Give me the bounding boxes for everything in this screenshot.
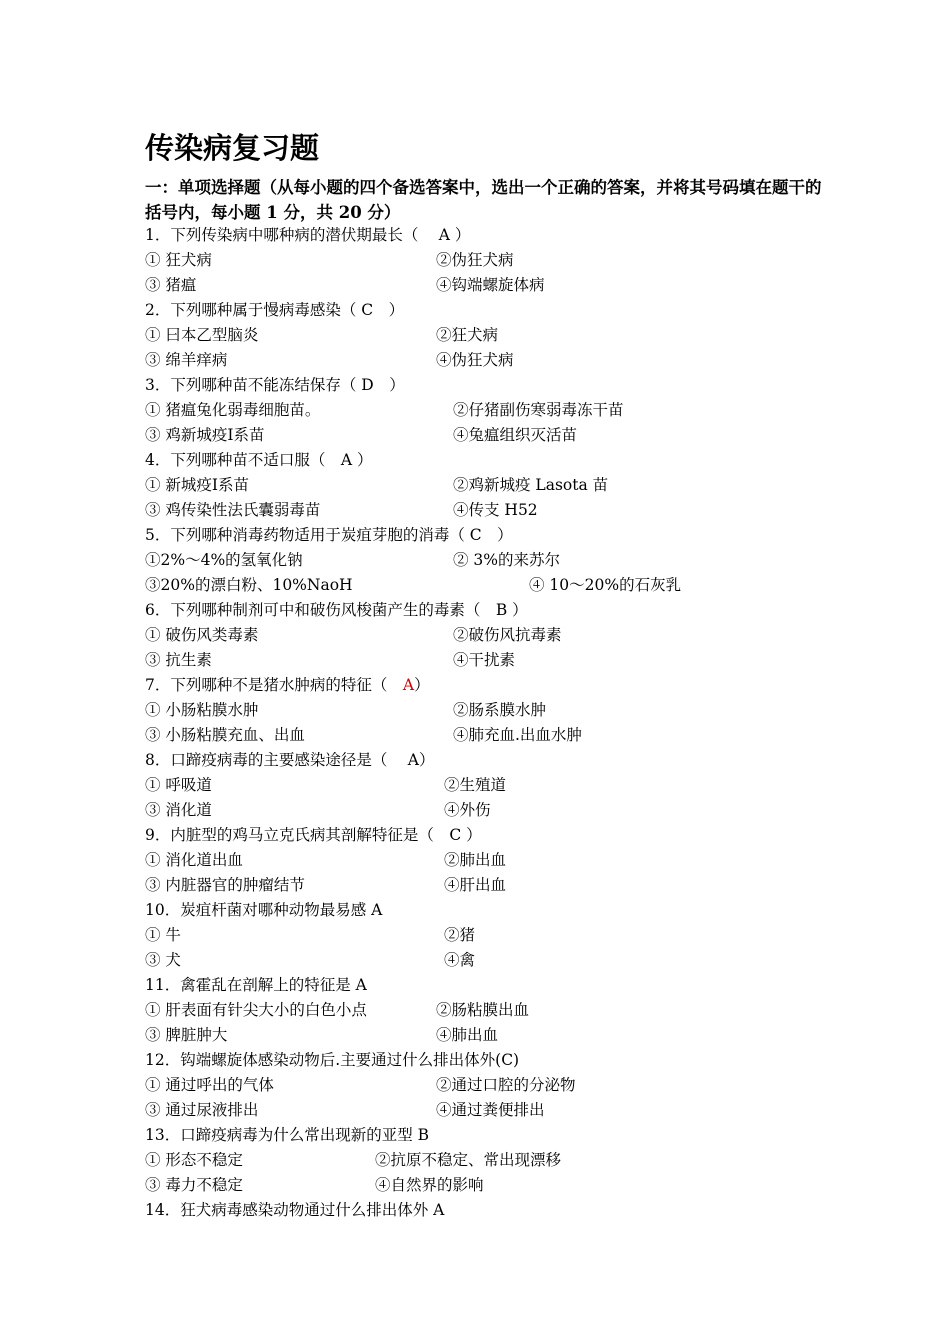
option: ④外伤 — [444, 801, 491, 819]
option: ① 牛 — [145, 926, 181, 944]
option: ②破伤风抗毒素 — [453, 626, 562, 644]
option: ②狂犬病 — [436, 326, 499, 344]
option: ②肠系膜水肿 — [453, 701, 547, 719]
option: ③20%的漂白粉、10%NaoH — [145, 576, 353, 594]
question-stem: 13．口蹄疫病毒为什么常出现新的亚型 B — [145, 1126, 430, 1144]
option: ① 狂犬病 — [145, 251, 212, 269]
option: ① 形态不稳定 — [145, 1151, 243, 1169]
option: ④干扰素 — [453, 651, 516, 669]
option: ④伪狂犬病 — [436, 351, 514, 369]
option-row — [145, 323, 905, 348]
section-heading: 一：单项选择题（从每小题的四个备选答案中，选出一个正确的答案，并将其号码填在题干的括号内，每小题 1 分，共 20 分） — [145, 178, 822, 222]
option: ① 破伤风类毒素 — [145, 626, 259, 644]
option: ②肠粘膜出血 — [436, 1001, 530, 1019]
question-stem: 2．下列哪种属于慢病毒感染（ C ） — [145, 301, 405, 319]
option: ③ 消化道 — [145, 801, 212, 819]
option: ②猪 — [444, 926, 476, 944]
option-row — [145, 273, 905, 298]
option-row — [145, 723, 905, 748]
option: ① 消化道出血 — [145, 851, 243, 869]
question-stem — [145, 673, 905, 698]
option: ③ 毒力不稳定 — [145, 1176, 243, 1194]
question-stem: 14．狂犬病毒感染动物通过什么排出体外 A — [145, 1201, 445, 1219]
option: ④ 10～20%的石灰乳 — [529, 576, 682, 594]
option-row — [145, 1148, 905, 1173]
option: ④钩端螺旋体病 — [436, 276, 545, 294]
option: ③ 脾脏肿大 — [145, 1026, 228, 1044]
question-stem: 9．内脏型的鸡马立克氏病其剖解特征是（ C ） — [145, 826, 482, 844]
answer-mark: A — [402, 676, 415, 694]
option: ②仔猪副伤寒弱毒冻干苗 — [453, 401, 624, 419]
option-row — [145, 548, 905, 573]
option-row — [145, 423, 905, 448]
option-row — [145, 773, 905, 798]
question-stem: 5．下列哪种消毒药物适用于炭疽芽胞的消毒（ C ） — [145, 526, 513, 544]
option-row — [145, 798, 905, 823]
option: ③ 抗生素 — [145, 651, 212, 669]
option: ④肝出血 — [444, 876, 507, 894]
option: ① 通过呼出的气体 — [145, 1076, 274, 1094]
question-stem: 6．下列哪种制剂可中和破伤风梭菌产生的毒素（ B ） — [145, 601, 528, 619]
option: ②伪狂犬病 — [436, 251, 514, 269]
question-stem: 11．禽霍乱在剖解上的特征是 A — [145, 976, 367, 994]
option-row — [145, 398, 905, 423]
option: ④禽 — [444, 951, 476, 969]
option: ①2%～4%的氢氧化钠 — [145, 551, 303, 569]
option-row — [145, 948, 905, 973]
option: ④肺出血 — [436, 1026, 499, 1044]
option-row — [145, 473, 905, 498]
option-row — [145, 923, 905, 948]
option: ① 小肠粘膜水肿 — [145, 701, 259, 719]
option-row — [145, 248, 905, 273]
option: ②肺出血 — [444, 851, 507, 869]
option-row — [145, 348, 905, 373]
question-stem: 12．钩端螺旋体感染动物后.主要通过什么排出体外(C) — [145, 1051, 520, 1069]
option-row — [145, 1173, 905, 1198]
option: ④传支 H52 — [453, 501, 538, 519]
option: ②通过口腔的分泌物 — [436, 1076, 576, 1094]
option-row — [145, 498, 905, 523]
option: ① 新城疫Ⅰ系苗 — [145, 476, 250, 494]
option: ③ 犬 — [145, 951, 181, 969]
option-row — [145, 1023, 905, 1048]
option: ④自然界的影响 — [375, 1176, 484, 1194]
option: ③ 绵羊痒病 — [145, 351, 228, 369]
option: ① 猪瘟兔化弱毒细胞苗。 — [145, 401, 321, 419]
question-stem: 1．下列传染病中哪种病的潜伏期最长（ A ） — [145, 226, 471, 244]
option: ③ 鸡新城疫Ⅰ系苗 — [145, 426, 265, 444]
question-stem: 8．口蹄疫病毒的主要感染途径是（ A） — [145, 751, 435, 769]
option: ②抗原不稳定、常出现漂移 — [375, 1151, 562, 1169]
option-row — [145, 1073, 905, 1098]
option: ②生殖道 — [444, 776, 507, 794]
document-title: 传染病复习题 — [145, 131, 320, 165]
option: ① 曰本乙型脑炎 — [145, 326, 259, 344]
question-stem: 4．下列哪种苗不适口服（ A ） — [145, 451, 373, 469]
option: ③ 鸡传染性法氏囊弱毒苗 — [145, 501, 321, 519]
option-row — [145, 573, 905, 598]
option: ④通过粪便排出 — [436, 1101, 545, 1119]
option-row — [145, 623, 905, 648]
option: ③ 猪瘟 — [145, 276, 197, 294]
option: ③ 小肠粘膜充血、出血 — [145, 726, 305, 744]
stem-text: ） — [414, 676, 430, 694]
option: ④兔瘟组织灭活苗 — [453, 426, 578, 444]
option: ① 肝表面有针尖大小的白色小点 — [145, 1001, 367, 1019]
option: ① 呼吸道 — [145, 776, 212, 794]
option: ③ 内脏器官的肿瘤结节 — [145, 876, 305, 894]
option-row — [145, 848, 905, 873]
option: ②鸡新城疫 Lasota 苗 — [453, 476, 609, 494]
option: ④肺充血.出血水肿 — [453, 726, 582, 744]
question-stem: 3．下列哪种苗不能冻结保存（ D ） — [145, 376, 405, 394]
stem-text: 7．下列哪种不是猪水肿病的特征（ — [145, 676, 403, 694]
question-stem: 10．炭疽杆菌对哪种动物最易感 A — [145, 901, 383, 919]
option: ③ 通过尿液排出 — [145, 1101, 259, 1119]
option-row — [145, 873, 905, 898]
option: ② 3%的来苏尔 — [453, 551, 561, 569]
option-row — [145, 998, 905, 1023]
option-row — [145, 648, 905, 673]
option-row — [145, 1098, 905, 1123]
option-row — [145, 698, 905, 723]
question-list — [145, 223, 905, 1223]
